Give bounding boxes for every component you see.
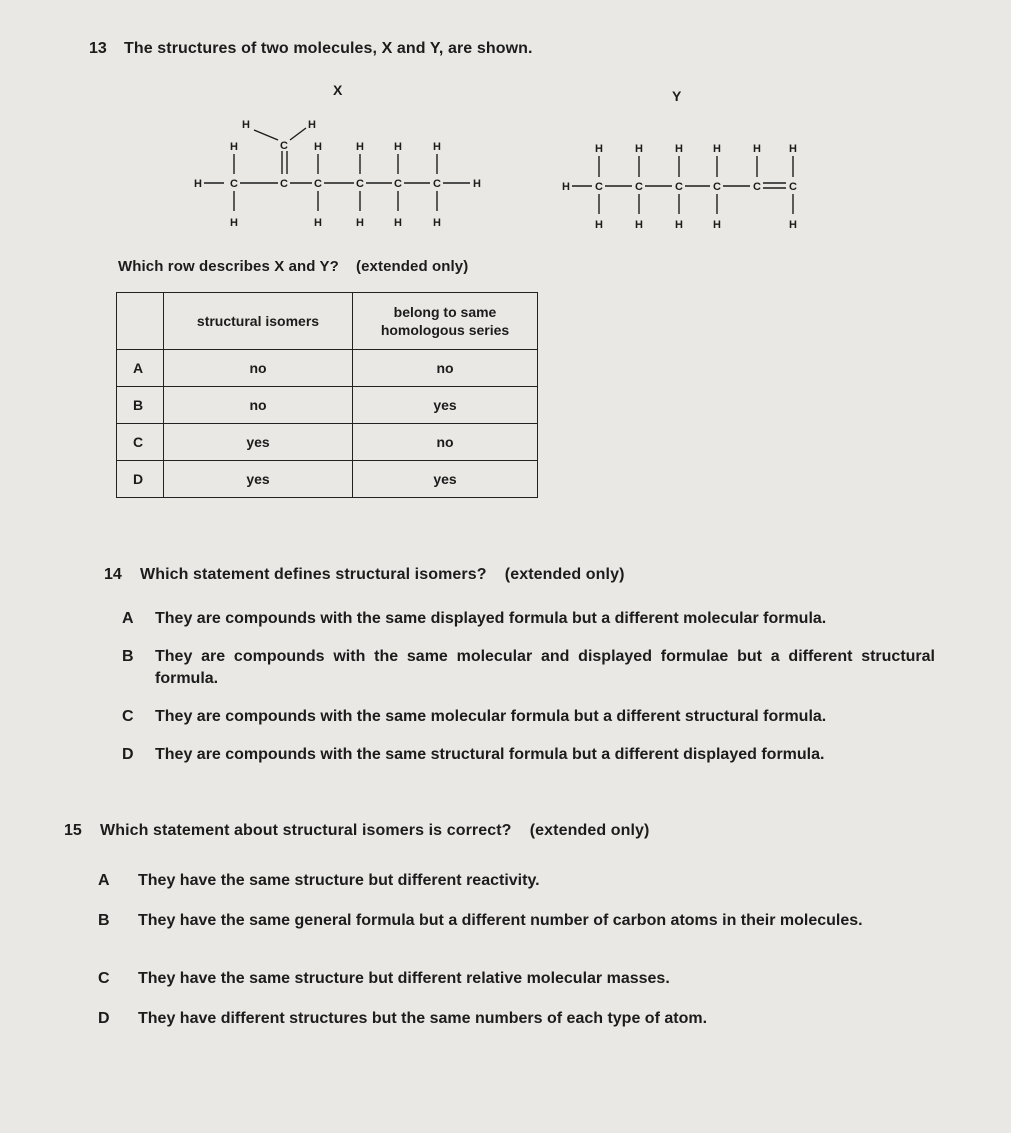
- q15-option-c-letter[interactable]: C: [98, 970, 110, 987]
- atom-h: H: [314, 141, 322, 153]
- atom-h: H: [675, 219, 683, 231]
- atom-c: C: [356, 178, 364, 190]
- atom-c: C: [280, 140, 288, 152]
- atom-c: C: [280, 178, 288, 190]
- molecule-y-structure: [560, 130, 810, 240]
- molecule-x-label: X: [333, 82, 343, 98]
- cell-isomers: yes: [164, 424, 353, 461]
- atom-h: H: [356, 217, 364, 229]
- molecule-y-label: Y: [672, 88, 682, 104]
- atom-h: H: [473, 178, 481, 190]
- q14-option-a-text[interactable]: They are compounds with the same displayed formula but a different molecular formula.: [155, 610, 827, 627]
- question-15-text: Which statement about structural isomers is correct?: [100, 822, 512, 839]
- atom-h: H: [394, 141, 402, 153]
- question-15-number: 15: [64, 822, 82, 839]
- atom-c: C: [675, 181, 683, 193]
- question-14-number: 14: [104, 566, 122, 583]
- q14-option-c-letter[interactable]: C: [122, 708, 134, 725]
- table-row-b[interactable]: [117, 387, 538, 424]
- molecule-x-structure: [190, 108, 510, 238]
- question-14-tag: (extended only): [504, 566, 625, 583]
- cell-isomers: no: [164, 350, 353, 387]
- q15-option-b-letter[interactable]: B: [98, 912, 110, 929]
- atom-c: C: [789, 181, 797, 193]
- q14-option-b-text[interactable]: They are compounds with the same molecular and displayed formulae but a different structural formula.: [155, 648, 935, 687]
- table-row-c[interactable]: [117, 424, 538, 461]
- question-15-tag: (extended only): [529, 822, 650, 839]
- header-structural-isomers: structural isomers: [164, 293, 353, 350]
- atom-h: H: [635, 143, 643, 155]
- atom-h: H: [635, 219, 643, 231]
- question-13-prompt: [118, 258, 468, 275]
- table-header-row: [117, 293, 538, 350]
- question-14-text: Which statement defines structural isomers?: [140, 566, 487, 583]
- cell-series: no: [353, 424, 538, 461]
- atom-h: H: [308, 119, 316, 131]
- atom-h: H: [242, 119, 250, 131]
- table-row-d[interactable]: [117, 461, 538, 498]
- q15-option-a-letter[interactable]: A: [98, 872, 110, 889]
- cell-isomers: yes: [164, 461, 353, 498]
- atom-c: C: [753, 181, 761, 193]
- q15-option-a-text[interactable]: They have the same structure but different reactivity.: [138, 872, 540, 889]
- table-corner-cell: [117, 293, 164, 350]
- q14-option-c-text[interactable]: They are compounds with the same molecular formula but a different structural formula.: [155, 708, 827, 725]
- q14-option-d-letter[interactable]: D: [122, 746, 134, 763]
- row-letter: C: [117, 424, 164, 461]
- atom-h: H: [230, 141, 238, 153]
- atom-c: C: [713, 181, 721, 193]
- q15-option-c-text[interactable]: They have the same structure but different relative molecular masses.: [138, 970, 670, 987]
- question-15-prompt: [100, 822, 649, 840]
- atom-h: H: [595, 143, 603, 155]
- question-13-number: 13: [89, 40, 107, 57]
- question-13-intro: The structures of two molecules, X and Y, are shown.: [124, 40, 533, 57]
- atom-c: C: [230, 178, 238, 190]
- atom-h: H: [194, 178, 202, 190]
- row-letter: A: [117, 350, 164, 387]
- atom-h: H: [314, 217, 322, 229]
- atom-h: H: [713, 143, 721, 155]
- table-row-a[interactable]: [117, 350, 538, 387]
- cell-series: yes: [353, 461, 538, 498]
- atom-h: H: [230, 217, 238, 229]
- cell-series: yes: [353, 387, 538, 424]
- q14-option-a-letter[interactable]: A: [122, 610, 134, 627]
- q15-option-d-text[interactable]: They have different structures but the same numbers of each type of atom.: [138, 1010, 708, 1027]
- atom-h: H: [675, 143, 683, 155]
- atom-c: C: [433, 178, 441, 190]
- q15-option-d-letter[interactable]: D: [98, 1010, 110, 1027]
- atom-h: H: [789, 219, 797, 231]
- question-14-prompt: [140, 566, 625, 584]
- atom-h: H: [562, 181, 570, 193]
- atom-h: H: [356, 141, 364, 153]
- cell-isomers: no: [164, 387, 353, 424]
- atom-h: H: [753, 143, 761, 155]
- atom-c: C: [394, 178, 402, 190]
- atom-c: C: [635, 181, 643, 193]
- row-letter: B: [117, 387, 164, 424]
- atom-c: C: [595, 181, 603, 193]
- atom-h: H: [713, 219, 721, 231]
- atom-h: H: [433, 217, 441, 229]
- row-letter: D: [117, 461, 164, 498]
- cell-series: no: [353, 350, 538, 387]
- atom-h: H: [595, 219, 603, 231]
- header-homologous-series: belong to same homologous series: [353, 293, 538, 350]
- q14-option-d-text[interactable]: They are compounds with the same structural formula but a different displayed formula.: [155, 746, 825, 763]
- atom-h: H: [789, 143, 797, 155]
- atom-h: H: [433, 141, 441, 153]
- atom-h: H: [394, 217, 402, 229]
- atom-c: C: [314, 178, 322, 190]
- q14-option-b-letter[interactable]: B: [122, 648, 134, 665]
- answer-table: [116, 292, 538, 498]
- question-13-text: Which row describes X and Y?: [118, 258, 339, 275]
- question-13-tag: (extended only): [356, 258, 469, 275]
- q15-option-b-text[interactable]: They have the same general formula but a different number of carbon atoms in their molecules.: [138, 912, 863, 929]
